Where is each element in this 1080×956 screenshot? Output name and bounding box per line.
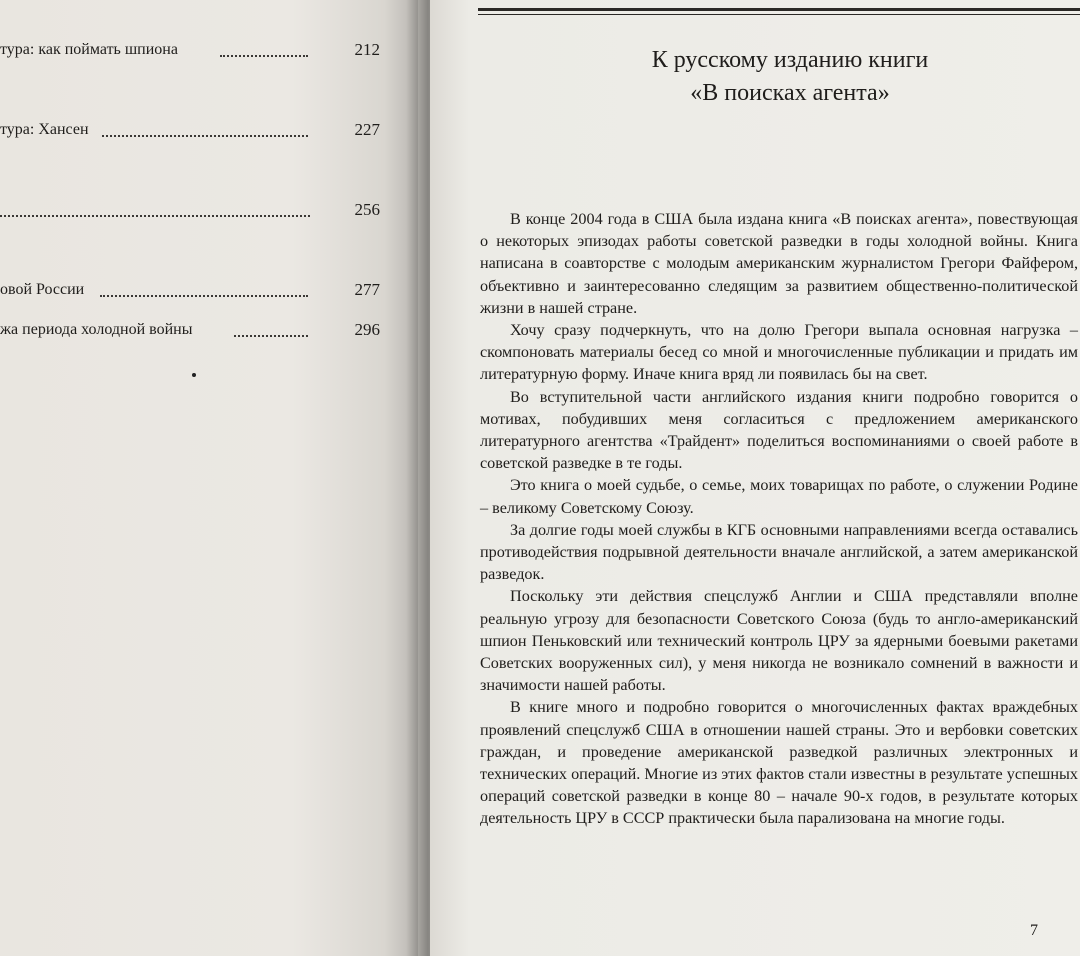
- top-rule-thin: [478, 14, 1080, 15]
- toc-entry-title: овой России: [0, 281, 85, 298]
- ink-dot: [192, 373, 196, 377]
- toc-leader-dots: [234, 311, 308, 337]
- toc-entry-page: 277: [354, 280, 380, 299]
- toc-leader-dots: [100, 271, 308, 297]
- left-page: [0, 0, 418, 956]
- toc-entry-page: 212: [354, 40, 380, 59]
- toc-entry-page: 227: [354, 120, 380, 139]
- toc-leader-dots: [0, 191, 310, 217]
- paragraph: В книге много и подробно говорится о многочисленных фактах враждебных проявлений спецслужб США в отношении нашей страны. Это и вербовки советских граждан, и проведение американской разведкой различных электронных и технических операций. Многие из этих фактов стали известны в результате успешных операций советской разведки в конце 80 – начале 90-х годов, в результате которых деятельность ЦРУ в СССР практически была парализована на многие годы.: [480, 698, 1078, 828]
- toc-leader-dots: [220, 31, 308, 57]
- right-page: [430, 0, 1080, 956]
- paragraph: Поскольку эти действия спецслужб Англии и США представляли вполне реальную угрозу для безопасности Советского Союза (будь то англо-американский шпион Пеньковский или технический контроль ЦРУ за ядерными боевыми ракетами Советских вооруженных сил), у меня никогда не возникало сомнений в важности и значимости нашей работы.: [480, 587, 1078, 695]
- heading-line-2: «В поисках агента»: [690, 80, 890, 106]
- toc-entry-title: жа периода холодной войны: [0, 321, 193, 338]
- toc-entry: [0, 318, 380, 342]
- paragraph: Это книга о моей судьбе, о семье, моих товарищах по работе, о служении Родине – великому Советскому Союзу.: [480, 476, 1078, 517]
- toc-entry: [0, 118, 380, 142]
- toc-leader-dots: [102, 111, 308, 137]
- heading-line-1: К русскому изданию книги: [651, 47, 929, 73]
- toc-entry: [0, 38, 380, 62]
- paragraph: Хочу сразу подчеркнуть, что на долю Грегори выпала основная нагрузка – скомпоновать материалы бесед со мной и многочисленные публикации и придать им литературную форму. Иначе книга вряд ли появилась бы на свет.: [480, 321, 1078, 384]
- top-rule: [478, 8, 1080, 11]
- chapter-heading: [550, 44, 1030, 110]
- paragraph: За долгие годы моей службы в КГБ основными направлениями всегда оставались противодействия подрывной деятельности вначале английской, а затем американской разведок.: [480, 520, 1078, 584]
- body-text: [480, 208, 1078, 830]
- toc-entry-title: тура: как поймать шпиона: [0, 41, 178, 58]
- page-number: 7: [1030, 922, 1038, 939]
- paragraph: Во вступительной части английского издания книги подробно говорится о мотивах, побудивших меня согласиться с предложением американского литературного агентства «Трайдент» поделиться воспоминаниями о своей работе в советской разведке в те годы.: [480, 387, 1078, 473]
- toc-entry-page: 296: [354, 320, 380, 339]
- toc-entry-page: 256: [354, 200, 380, 219]
- paragraph: В конце 2004 года в США была издана книга «В поисках агента», повествующая о некоторых эпизодах работы советской разведки в годы холодной войны. Книга написана в соавторстве с молодым американским журналистом Грегори Файфером, объективно и заинтересованно следящим за развитием общественно-политической жизни в нашей стране.: [480, 210, 1078, 317]
- toc-entry: [0, 278, 380, 302]
- toc-entry: [0, 198, 380, 222]
- toc-entry-title: тура: Хансен: [0, 121, 89, 138]
